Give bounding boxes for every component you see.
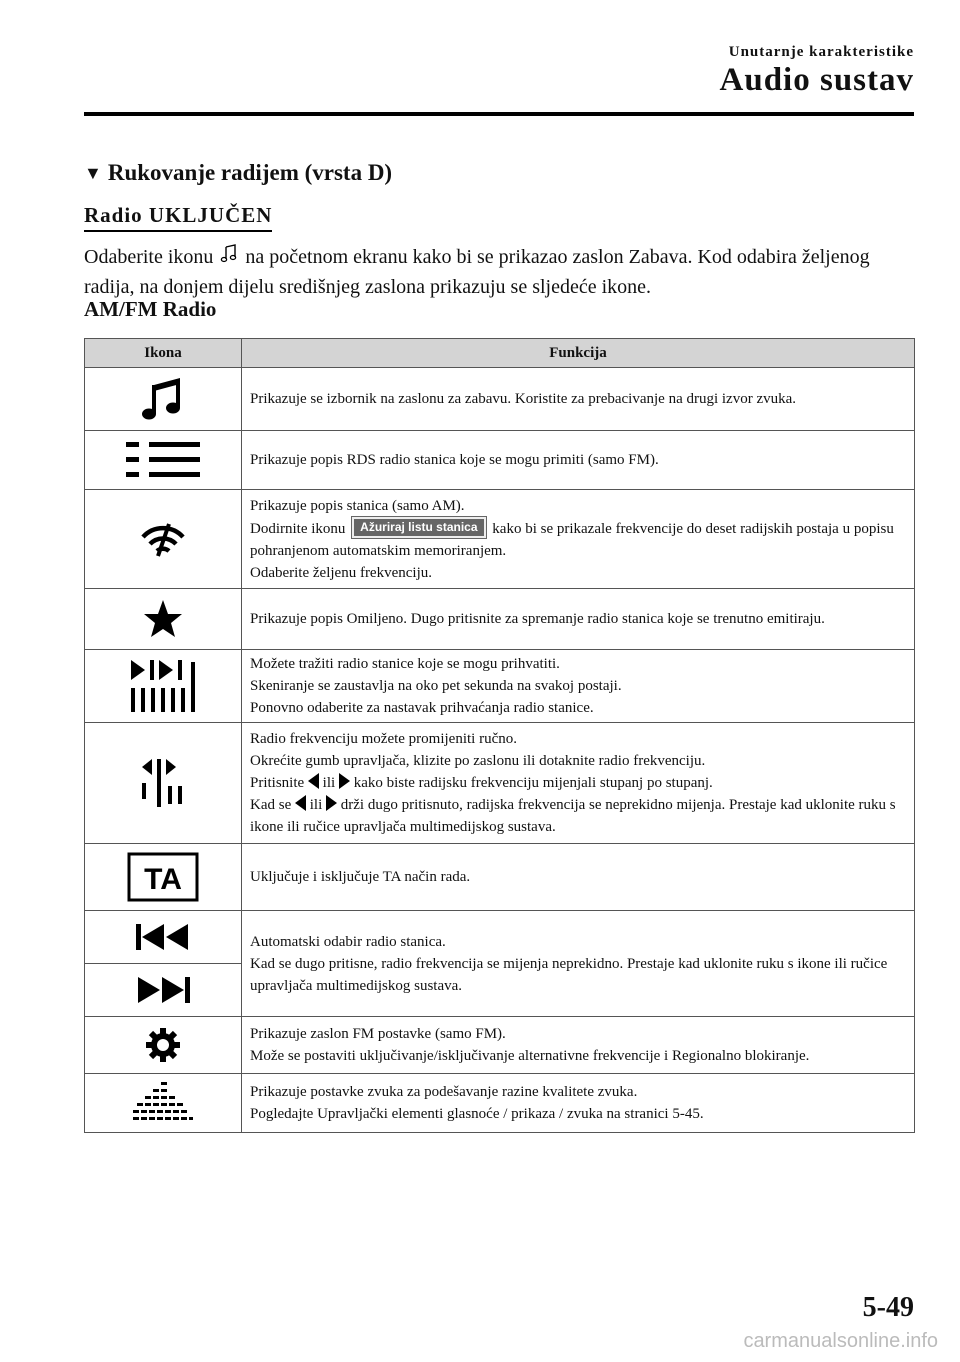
col-header-function: Funkcija [242, 339, 915, 368]
music-note-icon [140, 374, 186, 424]
row-text: Ponovno odaberite za nastavak prihvaćanja radio stanice. [250, 700, 594, 716]
tune-icon [139, 756, 187, 810]
update-station-list-button: Ažuriraj listu stanica [352, 517, 485, 538]
list-icon [123, 440, 203, 480]
table-row [85, 1074, 915, 1133]
seek-back-icon [134, 920, 192, 954]
icon-cell [85, 490, 242, 589]
function-cell [242, 431, 915, 490]
row-text: Prikazuje popis Omiljeno. Dugo pritisnite za spremanje radio stanica koje se trenutno emitiraju. [250, 611, 825, 627]
row-text [250, 772, 906, 794]
row-text: Uključuje i isključuje TA način rada. [250, 869, 471, 885]
row-text: Možete tražiti radio stanice koje se mogu prihvatiti. [250, 656, 560, 672]
intro-paragraph [84, 242, 914, 302]
row-text: Radio frekvenciju možete promijeniti ručno. [250, 731, 517, 747]
function-cell [242, 911, 915, 1017]
icon-cell [85, 431, 242, 490]
header-rule [84, 112, 914, 116]
subsection-underline [84, 230, 272, 232]
row-text: Prikazuje popis RDS radio stanica koje se mogu primiti (samo FM). [250, 452, 659, 468]
seek-forward-icon [134, 973, 192, 1007]
row-text [250, 517, 906, 562]
function-cell [242, 490, 915, 589]
table-row [85, 589, 915, 650]
intro-text-b: na početnom ekranu kako bi se prikazao zaslon Zabava. Kod odabira željenog radija, na donjem dijelu središnjeg zaslona prikazuju se sljedeće ikone. [84, 246, 870, 298]
music-note-inline-icon [220, 244, 238, 264]
function-cell [242, 1017, 915, 1074]
watermark: carmanualsonline.info [743, 1330, 938, 1352]
row-text: Okrećite gumb upravljača, klizite po zaslonu ili dotaknite radio frekvenciju. [250, 753, 706, 769]
function-cell [242, 1074, 915, 1133]
row-text: Odaberite željenu frekvenciju. [250, 564, 432, 581]
row-text-part: Kad se [250, 797, 292, 813]
icon-function-table [84, 338, 915, 1133]
row-text: Prikazuje se izbornik na zaslonu za zabavu. Koristite za prebacivanje na drugi izvor zvuka. [250, 391, 797, 407]
function-cell [242, 368, 915, 431]
ta-icon [127, 852, 199, 902]
icon-cell [85, 844, 242, 911]
row-text-part: Pritisnite [250, 775, 305, 791]
page-number: 5-49 [862, 1292, 914, 1323]
right-arrow-icon [339, 773, 350, 789]
function-cell [242, 650, 915, 723]
icon-cell [85, 964, 242, 1017]
section-title: Rukovanje radijem (vrsta D) [107, 160, 393, 185]
row-text: Pogledajte Upravljački elementi glasnoće / prikaza / zvuka na stranici 5-45. [250, 1106, 704, 1122]
row-text [250, 794, 906, 838]
row-text: Automatski odabir radio stanica. [250, 933, 446, 950]
row-text: Prikazuje postavke zvuka za podešavanje razine kvalitete zvuka. [250, 1084, 638, 1100]
table-row [85, 911, 915, 964]
function-cell [242, 589, 915, 650]
icon-cell [85, 589, 242, 650]
col-header-icon: Ikona [85, 339, 242, 368]
function-cell [242, 844, 915, 911]
right-arrow-icon [326, 795, 337, 811]
row-text-part: Dodirnite ikonu [250, 520, 346, 537]
chapter-label: Unutarnje karakteristike [728, 44, 914, 60]
row-text-part: drži dugo pritisnuto, radijska frekvencija se neprekidno mijenja. Prestaje kad uklonite ruku s ikone ili ručice upravljača multimedijskog sustava. [250, 797, 896, 835]
equalizer-icon [131, 1080, 195, 1126]
gear-icon [144, 1026, 182, 1064]
table-row [85, 431, 915, 490]
row-text-part: ili [309, 797, 323, 813]
row-text: Kad se dugo pritisne, radio frekvencija se mijenja neprekidno. Prestaje kad uklonite ruku s ikone ili ručice upravljača multimedijskog sustava. [250, 955, 888, 994]
star-icon [142, 598, 184, 640]
icon-cell [85, 1017, 242, 1074]
row-text: Skeniranje se zaustavlja na oko pet sekunda na svakoj postaji. [250, 678, 622, 694]
icon-cell [85, 650, 242, 723]
table-row [85, 844, 915, 911]
section-heading [84, 160, 392, 186]
icon-cell [85, 911, 242, 964]
triangle-bullet-icon: ▼ [84, 162, 102, 183]
function-cell [242, 723, 915, 844]
row-text: Prikazuje popis stanica (samo AM). [250, 497, 465, 514]
icon-cell [85, 723, 242, 844]
table-row [85, 723, 915, 844]
table-row [85, 650, 915, 723]
row-text: Prikazuje zaslon FM postavke (samo FM). [250, 1026, 506, 1042]
table-row [85, 368, 915, 431]
table-heading: AM/FM Radio [84, 297, 217, 321]
table-row [85, 1017, 915, 1074]
icon-cell [85, 1074, 242, 1133]
row-text-part: ili [322, 775, 336, 791]
row-text-part: kako biste radijsku frekvenciju mijenjali stupanj po stupanj. [353, 775, 713, 791]
row-text-part: kako bi se prikazale frekvencije do deset radijskih postaja u popisu pohranjenom automatskim memoriranjem. [250, 520, 894, 559]
left-arrow-icon [308, 773, 319, 789]
icon-cell [85, 368, 242, 431]
signal-icon [138, 518, 188, 560]
table-header-row [85, 339, 915, 368]
left-arrow-icon [295, 795, 306, 811]
chapter-title: Audio sustav [719, 62, 914, 98]
intro-text-a: Odaberite ikonu [84, 246, 214, 268]
table-row [85, 490, 915, 589]
scan-icon [128, 658, 198, 714]
row-text: Može se postaviti uključivanje/isključivanje alternativne frekvencije i Regionalno blokiranje. [250, 1048, 810, 1064]
subsection-heading: Radio UKLJUČEN [84, 203, 273, 227]
ta-icon-label: TA [144, 863, 182, 896]
